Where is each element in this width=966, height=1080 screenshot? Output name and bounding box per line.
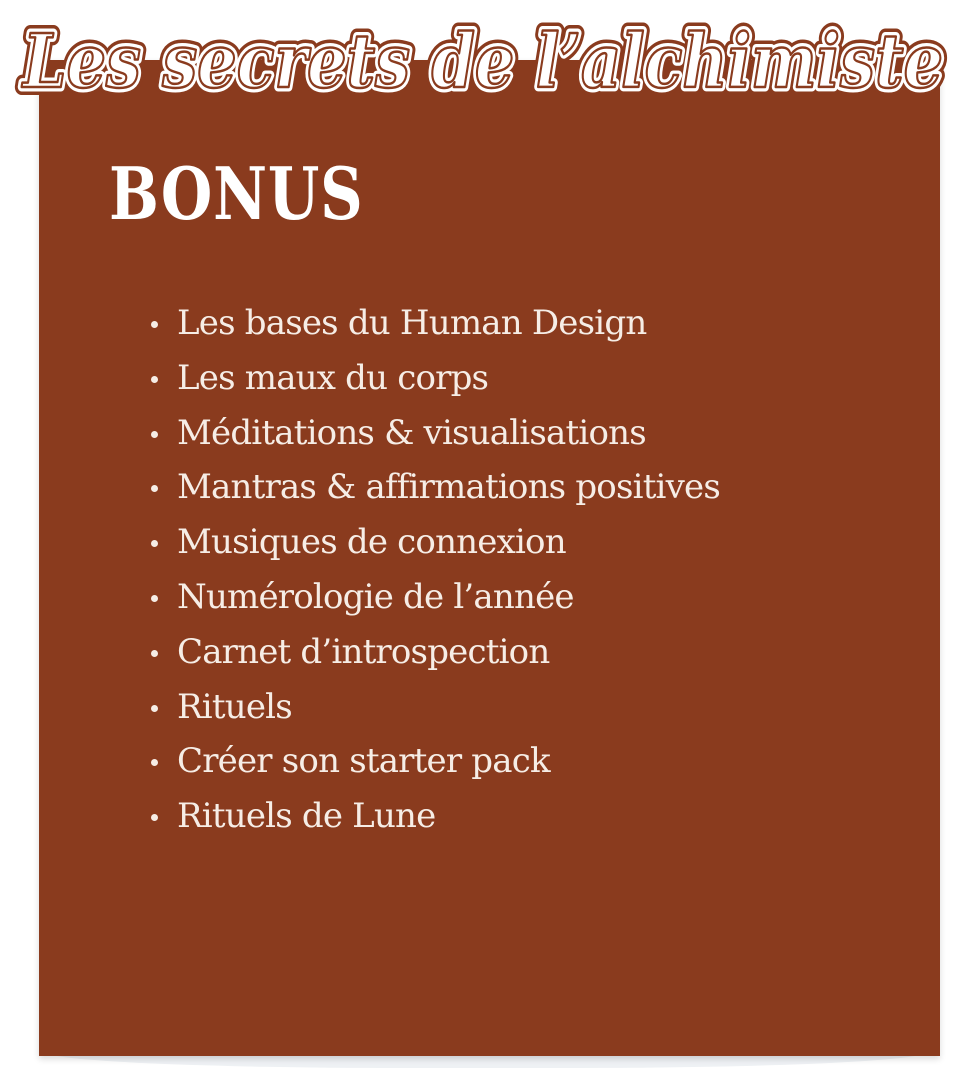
list-item xyxy=(147,570,720,625)
list-item-label: Carnet d’introspection xyxy=(177,631,550,672)
script-title-inner-outline: Les secrets de l’alchimiste xyxy=(21,19,944,105)
list-item-label: Les bases du Human Design xyxy=(177,303,647,343)
list-item xyxy=(147,625,720,680)
bullet-icon xyxy=(151,650,158,657)
list-item-label: Rituels xyxy=(177,686,292,727)
script-title-text: Les secrets de l’alchimiste xyxy=(21,19,944,105)
script-title-outer-outline: Les secrets de l’alchimiste xyxy=(21,19,944,105)
list-item-label: Créer son starter pack xyxy=(177,741,550,782)
bullet-icon xyxy=(151,705,158,712)
script-title xyxy=(0,0,966,115)
list-item xyxy=(147,296,720,351)
bullet-icon xyxy=(151,540,158,547)
bullet-icon xyxy=(151,595,158,602)
bonus-list xyxy=(147,296,720,844)
list-item-label: Numérologie de l’année xyxy=(177,576,574,617)
list-item xyxy=(147,460,720,515)
bullet-icon xyxy=(151,376,158,383)
list-item xyxy=(147,789,720,844)
bonus-heading: BONUS xyxy=(109,151,364,236)
list-item xyxy=(147,734,720,789)
list-item xyxy=(147,680,720,735)
list-item-label: Les maux du corps xyxy=(177,357,489,398)
list-item-label: Musiques de connexion xyxy=(177,522,566,563)
list-item-label: Méditations & visualisations xyxy=(177,412,646,453)
bonus-panel xyxy=(39,60,940,1056)
bullet-icon xyxy=(151,759,158,766)
list-item xyxy=(147,515,720,570)
list-item-label: Mantras & affirmations positives xyxy=(177,467,721,508)
bullet-icon xyxy=(151,321,158,328)
list-item xyxy=(147,351,720,406)
bullet-icon xyxy=(151,485,158,492)
list-item xyxy=(147,406,720,461)
bullet-icon xyxy=(151,431,158,438)
list-item-label: Rituels de Lune xyxy=(177,796,436,837)
bullet-icon xyxy=(151,814,158,821)
